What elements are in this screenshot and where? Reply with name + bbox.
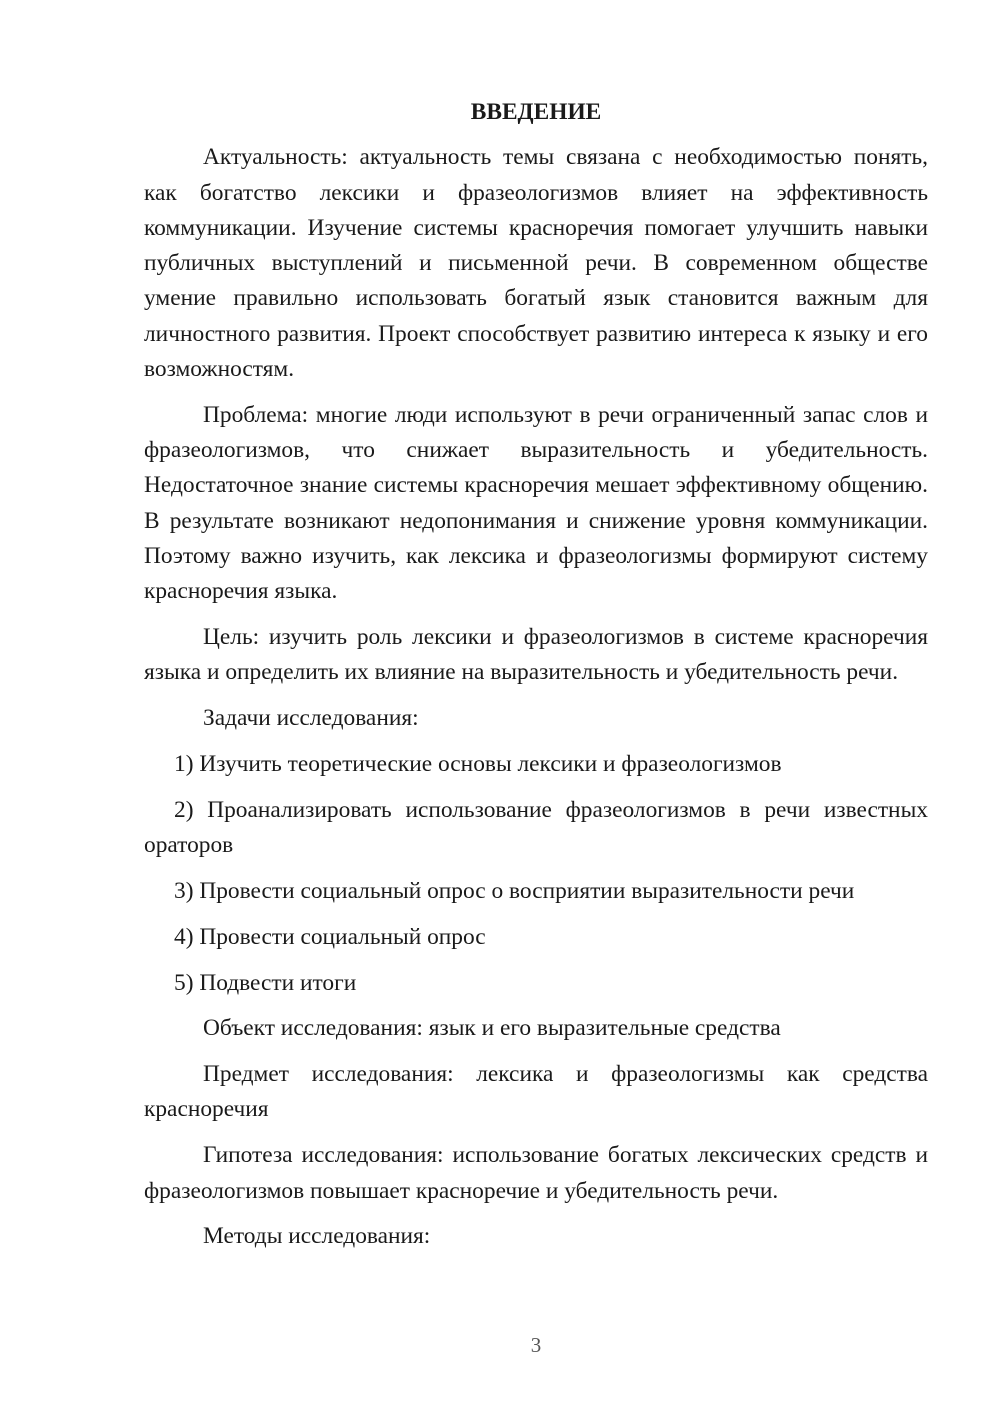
page-number: 3 — [530, 1333, 542, 1357]
task-item-2: 2) Проанализировать использование фразеологизмов в речи известных ораторов — [144, 796, 928, 859]
relevance-paragraph: Актуальность: актуальность темы связана с необходимостью понять, как богатство лексики и фразеологизмов влияет на эффективность коммуникации. Изучение системы красноречия помогает улучшить навыки публичных выступлений и письменной речи. В современном обществе умение правильно использовать богатый язык становится важным для личностного развития. Проект способствует развитию интереса к языку и его возможностям. — [144, 144, 928, 383]
task-item-5: 5) Подвести итоги — [174, 969, 357, 996]
task-item-4: 4) Провести социальный опрос — [174, 923, 486, 950]
subject-paragraph: Предмет исследования: лексика и фразеологизмы как средства красноречия — [144, 1061, 928, 1123]
page-title: ВВЕДЕНИЕ — [470, 99, 602, 125]
tasks-heading: Задачи исследования: — [203, 705, 419, 732]
problem-paragraph: Проблема: многие люди используют в речи ограниченный запас слов и фразеологизмов, что снижает выразительность и убедительность. Недостаточное знание системы красноречия мешает эффективному общению. В результате возникают недопонимания и снижение уровня коммуникации. Поэтому важно изучить, как лексика и фразеологизмы формируют систему красноречия языка. — [144, 401, 928, 605]
task-item-1: 1) Изучить теоретические основы лексики и фразеологизмов — [174, 751, 782, 778]
goal-paragraph: Цель: изучить роль лексики и фразеологизмов в системе красноречия языка и определить их влияние на выразительность и убедительность речи. — [144, 624, 928, 686]
task-item-3: 3) Провести социальный опрос о восприятии выразительности речи — [174, 877, 855, 904]
hypothesis-paragraph: Гипотеза исследования: использование богатых лексических средств и фразеологизмов повышает красноречие и убедительность речи. — [144, 1142, 928, 1204]
object-paragraph: Объект исследования: язык и его выразительные средства — [203, 1015, 781, 1042]
methods-heading: Методы исследования: — [203, 1223, 431, 1250]
document-body — [144, 95, 928, 1265]
